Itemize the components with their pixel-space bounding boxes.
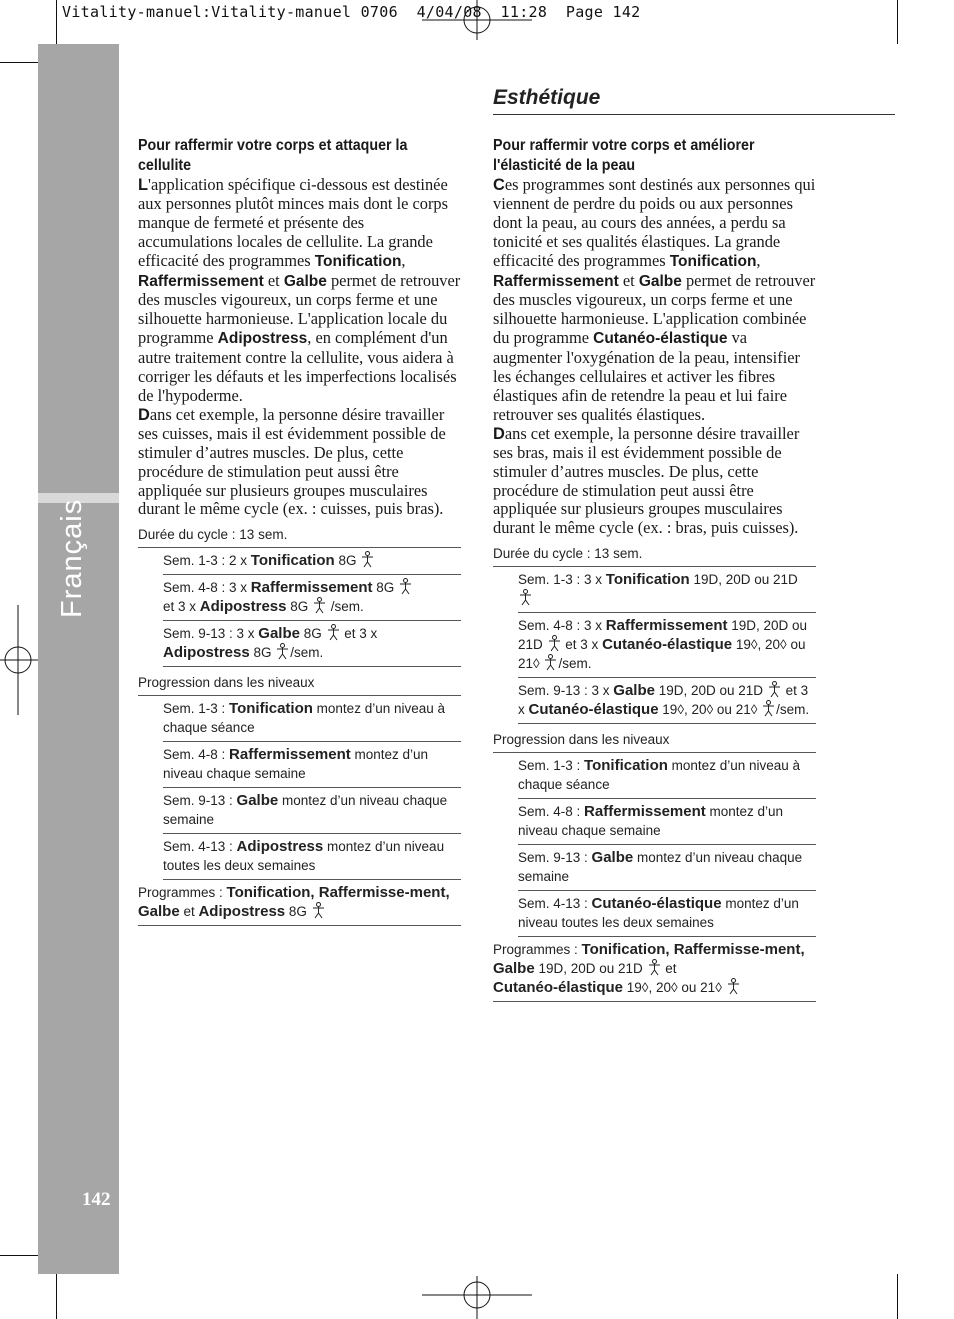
left-programs: Programmes : Tonification, Raffermisse-ment, Galbe et Adipostress 8G xyxy=(138,880,461,926)
registration-mark-bottom xyxy=(422,1276,532,1319)
person-icon xyxy=(312,597,327,614)
person-icon xyxy=(543,654,558,671)
left-duration-label: Durée du cycle : 13 sem. xyxy=(138,525,461,548)
left-progression-row: Sem. 4-8 : Raffermissement montez d’un niveau chaque semaine xyxy=(163,742,461,788)
left-cycle-row: Sem. 4-8 : 3 x Raffermissement 8G et 3 x Adipostress 8G /sem. xyxy=(163,575,461,621)
right-cycle-row: Sem. 9-13 : 3 x Galbe 19D, 20D ou 21D et 3 x Cutanéo-élastique 19◊, 20◊ ou 21◊ /sem. xyxy=(518,678,816,724)
section-title: Esthétique xyxy=(493,86,601,109)
person-icon xyxy=(275,643,290,660)
person-icon xyxy=(726,978,741,995)
person-icon xyxy=(326,624,341,641)
right-progression-row: Sem. 4-13 : Cutanéo-élastique montez d’un niveau toutes les deux semaines xyxy=(518,891,816,937)
person-icon xyxy=(360,551,375,568)
left-cycle-row: Sem. 1-3 : 2 x Tonification 8G xyxy=(163,548,461,575)
person-icon xyxy=(761,700,776,717)
person-icon xyxy=(311,902,326,919)
person-icon xyxy=(518,589,533,606)
registration-mark-left xyxy=(0,605,40,715)
left-heading: Pour raffermir votre corps et attaquer la cellulite xyxy=(138,137,408,174)
left-paragraph-1: L'application spécifique ci-dessous est destinée aux personnes plutôt minces mais dont le corps manque de fermeté et présente des accumulations locales de cellulite. La grande efficacité des programmes Tonification, Raffermissement et Galbe permet de retrouver des muscles vigoureux, un corps ferme et une silhouette harmonieuse. L'application locale du programme Adipostress, en complément d'un autre traitement contre la cellulite, vous aidera à corriger les défauts et les imperfections localisés de l'hypoderme. xyxy=(138,175,461,405)
right-progression-row: Sem. 9-13 : Galbe montez d’un niveau chaque semaine xyxy=(518,845,816,891)
right-programs: Programmes : Tonification, Raffermisse-ment, Galbe 19D, 20D ou 21D et Cutanéo-élastique 19◊, 20◊ ou 21◊ xyxy=(493,937,816,1002)
crop-mark xyxy=(897,0,898,48)
person-icon xyxy=(647,959,662,976)
crop-mark xyxy=(56,0,57,48)
right-progression-row: Sem. 1-3 : Tonification montez d’un niveau à chaque séance xyxy=(518,753,816,799)
person-icon xyxy=(398,578,413,595)
right-heading: Pour raffermir votre corps et améliorer l'élasticité de la peau xyxy=(493,137,755,174)
right-duration-label: Durée du cycle : 13 sem. xyxy=(493,544,816,567)
left-progression-row: Sem. 9-13 : Galbe montez d’un niveau chaque semaine xyxy=(163,788,461,834)
language-label: Français xyxy=(56,498,88,618)
right-progression-label: Progression dans les niveaux xyxy=(493,730,816,753)
page-number: 142 xyxy=(82,1189,111,1210)
crop-mark xyxy=(0,1255,42,1256)
registration-mark-top xyxy=(422,0,532,40)
left-progression-label: Progression dans les niveaux xyxy=(138,673,461,696)
right-cycle-row: Sem. 4-8 : 3 x Raffermissement 19D, 20D ou 21D et 3 x Cutanéo-élastique 19◊, 20◊ ou 21◊ /sem. xyxy=(518,613,816,678)
right-cycle-row: Sem. 1-3 : 3 x Tonification 19D, 20D ou 21D xyxy=(518,567,816,613)
crop-mark xyxy=(897,1270,898,1319)
person-icon xyxy=(547,635,562,652)
left-cycle-row: Sem. 9-13 : 3 x Galbe 8G et 3 x Adipostress 8G /sem. xyxy=(163,621,461,667)
left-column xyxy=(138,136,461,926)
person-icon xyxy=(767,681,782,698)
crop-mark xyxy=(56,1270,57,1319)
right-column xyxy=(493,136,816,1002)
right-paragraph-2: Dans cet exemple, la personne désire travailler ses bras, mais il est évidemment possible de stimuler d’autres muscles. De plus, cette procédure de stimulation peut aussi être appliquée sur plusieurs groupes musculaires durant le même cycle (ex. : bras, puis cuisses). xyxy=(493,423,800,538)
left-progression-row: Sem. 1-3 : Tonification montez d’un niveau à chaque séance xyxy=(163,696,461,742)
left-progression-row: Sem. 4-13 : Adipostress montez d’un niveau toutes les deux semaines xyxy=(163,834,461,880)
right-paragraph-1: Ces programmes sont destinés aux personnes qui viennent de perdre du poids ou aux personnes dont la peau, au cours des années, a perdu sa tonicité et ses qualités élastiques. La grande efficacité des programmes Tonification, Raffermissement et Galbe permet de retrouver des muscles vigoureux, un corps ferme et une silhouette harmonieuse. L'application combinée du programme Cutanéo-élastique va augmenter l'oxygénation de la peau, intensifier les échanges cellulaires et activer les fibres élastiques afin de retendre la peau et lui faire retrouver ses qualités élastiques. xyxy=(493,175,816,424)
print-slug: Vitality-manuel:Vitality-manuel 0706 4/04/08 11:28 Page 142 xyxy=(62,3,641,21)
section-rule xyxy=(493,114,895,115)
side-bar xyxy=(38,44,119,1274)
right-progression-row: Sem. 4-8 : Raffermissement montez d’un niveau chaque semaine xyxy=(518,799,816,845)
crop-mark xyxy=(0,62,42,63)
left-paragraph-2: Dans cet exemple, la personne désire travailler ses cuisses, mais il est évidemment possible de stimuler d’autres muscles. De plus, cette procédure de stimulation peut aussi être appliquée sur plusieurs groupes musculaires durant le même cycle (ex. : cuisses, puis bras). xyxy=(138,404,446,519)
